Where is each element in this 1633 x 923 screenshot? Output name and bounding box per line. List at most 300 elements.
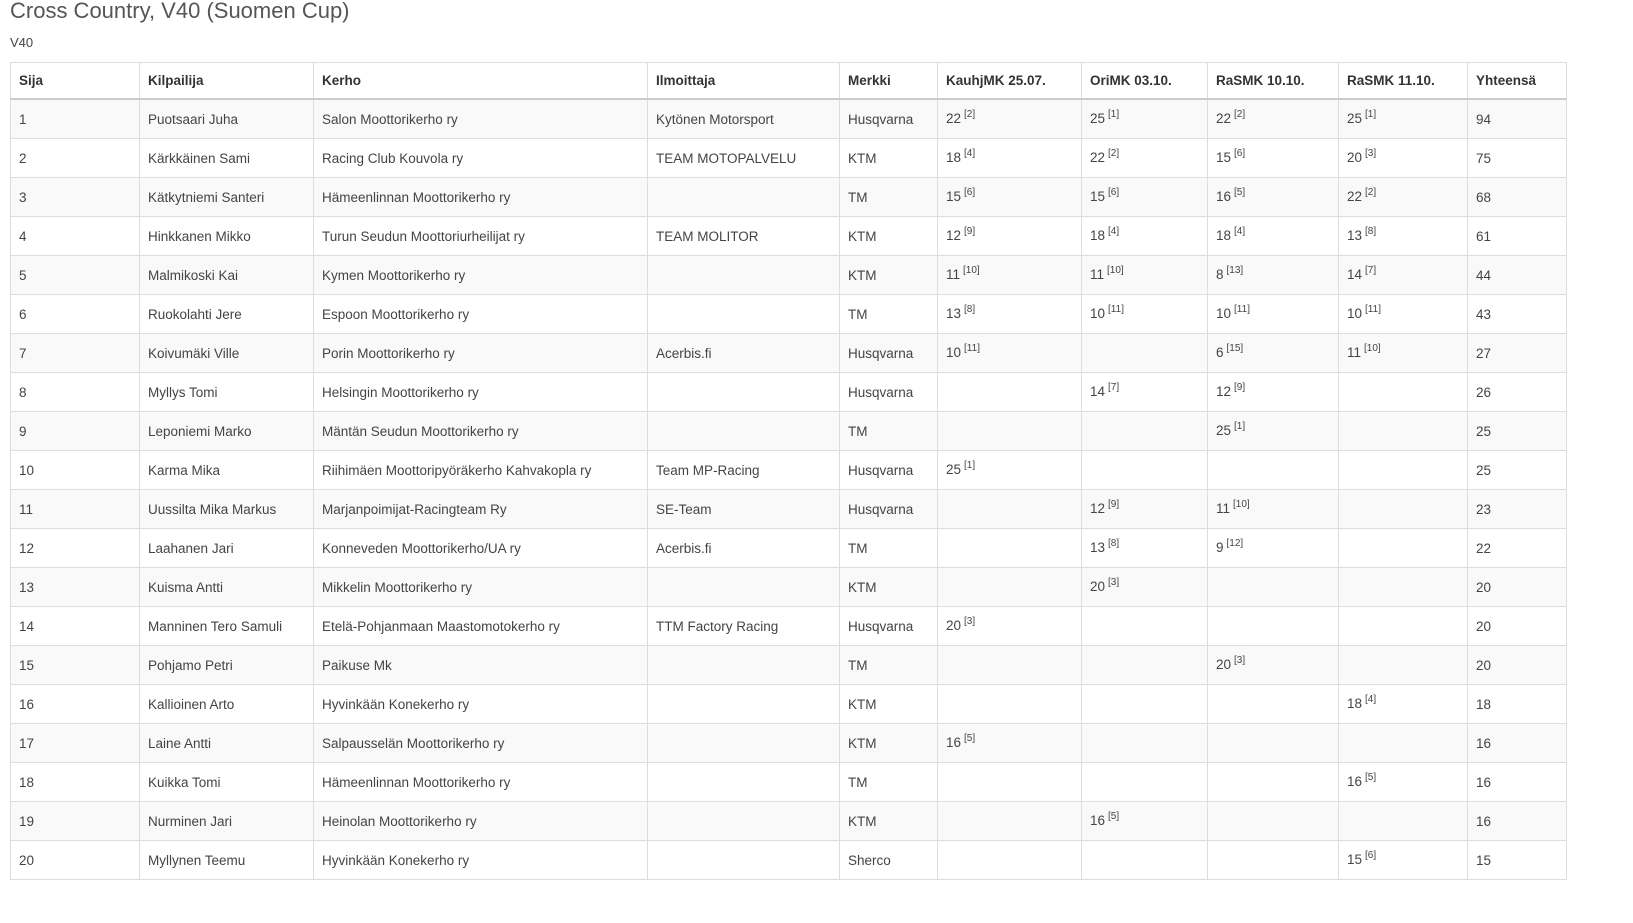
brand-cell: Husqvarna	[840, 490, 938, 529]
round-2-cell	[1082, 373, 1208, 412]
round-rank: [11]	[1365, 304, 1381, 315]
round-rank: [15]	[1226, 343, 1244, 354]
round-rank: [1]	[964, 460, 976, 471]
round-points: 13	[1090, 540, 1106, 555]
column-header-round-4[interactable]: RaSMK 11.10.	[1339, 63, 1468, 100]
round-2-cell	[1082, 568, 1208, 607]
round-points: 16	[1347, 774, 1363, 789]
round-rank: [4]	[1365, 694, 1377, 705]
round-1-cell	[938, 295, 1082, 334]
class-label: V40	[10, 35, 34, 50]
position-cell: 5	[11, 256, 140, 295]
round-1-cell	[938, 256, 1082, 295]
position-cell: 6	[11, 295, 140, 334]
brand-cell: KTM	[840, 724, 938, 763]
round-points: 11	[1090, 267, 1105, 282]
round-rank: [9]	[1108, 499, 1120, 510]
total-cell: 27	[1468, 334, 1567, 373]
entrant-cell	[648, 568, 840, 607]
round-3-cell	[1208, 568, 1339, 607]
brand-cell: Husqvarna	[840, 607, 938, 646]
rider-cell: Laine Antti	[140, 724, 314, 763]
round-3-cell	[1208, 256, 1339, 295]
round-1-cell	[938, 802, 1082, 841]
club-cell: Espoon Moottorikerho ry	[314, 295, 648, 334]
rider-cell: Kärkkäinen Sami	[140, 139, 314, 178]
round-points: 25	[1216, 423, 1232, 438]
round-2-cell	[1082, 685, 1208, 724]
round-rank: [4]	[1108, 226, 1120, 237]
position-cell: 7	[11, 334, 140, 373]
rider-cell: Kallioinen Arto	[140, 685, 314, 724]
round-rank: [11]	[964, 343, 980, 354]
round-2-cell	[1082, 295, 1208, 334]
club-cell: Hyvinkään Konekerho ry	[314, 841, 648, 880]
total-cell: 16	[1468, 724, 1567, 763]
round-3-cell	[1208, 334, 1339, 373]
round-points: 25	[1347, 111, 1363, 126]
total-cell: 25	[1468, 451, 1567, 490]
position-cell: 14	[11, 607, 140, 646]
round-4-cell	[1339, 802, 1468, 841]
column-header-club[interactable]: Kerho	[314, 63, 648, 100]
club-cell: Hämeenlinnan Moottorikerho ry	[314, 763, 648, 802]
round-3-cell	[1208, 99, 1339, 139]
round-4-cell	[1339, 99, 1468, 139]
round-1-cell	[938, 490, 1082, 529]
rider-cell: Ruokolahti Jere	[140, 295, 314, 334]
round-3-cell	[1208, 763, 1339, 802]
brand-cell: Husqvarna	[840, 99, 938, 139]
round-rank: [1]	[1108, 109, 1120, 120]
round-2-cell	[1082, 412, 1208, 451]
column-header-brand[interactable]: Merkki	[840, 63, 938, 100]
round-points: 18	[1347, 696, 1363, 711]
club-cell: Konneveden Moottorikerho/UA ry	[314, 529, 648, 568]
brand-cell: TM	[840, 763, 938, 802]
round-4-cell	[1339, 373, 1468, 412]
table-row	[11, 529, 1567, 568]
round-points: 25	[1090, 111, 1106, 126]
column-header-round-2[interactable]: OriMK 03.10.	[1082, 63, 1208, 100]
round-2-cell	[1082, 529, 1208, 568]
total-cell: 15	[1468, 841, 1567, 880]
round-rank: [12]	[1226, 538, 1244, 549]
club-cell: Kymen Moottorikerho ry	[314, 256, 648, 295]
position-cell: 8	[11, 373, 140, 412]
club-cell: Mikkelin Moottorikerho ry	[314, 568, 648, 607]
round-2-cell	[1082, 217, 1208, 256]
round-4-cell	[1339, 217, 1468, 256]
round-rank: [10]	[963, 265, 980, 276]
rider-cell: Pohjamo Petri	[140, 646, 314, 685]
entrant-cell	[648, 724, 840, 763]
table-row	[11, 646, 1567, 685]
table-row	[11, 724, 1567, 763]
round-rank: [8]	[964, 304, 976, 315]
club-cell: Marjanpoimijat-Racingteam Ry	[314, 490, 648, 529]
round-rank: [5]	[964, 733, 976, 744]
round-1-cell	[938, 607, 1082, 646]
entrant-cell	[648, 802, 840, 841]
round-rank: [7]	[1108, 382, 1120, 393]
round-points: 13	[1347, 228, 1363, 243]
round-points: 16	[1090, 813, 1106, 828]
total-cell: 20	[1468, 646, 1567, 685]
total-cell: 22	[1468, 529, 1567, 568]
results-table	[10, 62, 1567, 880]
total-cell: 16	[1468, 763, 1567, 802]
round-rank: [2]	[1108, 148, 1120, 159]
table-row	[11, 568, 1567, 607]
position-cell: 10	[11, 451, 140, 490]
round-rank: [3]	[1108, 577, 1120, 588]
club-cell: Paikuse Mk	[314, 646, 648, 685]
table-row	[11, 763, 1567, 802]
brand-cell: TM	[840, 646, 938, 685]
round-points: 20	[1347, 150, 1363, 165]
round-rank: [5]	[1234, 187, 1246, 198]
column-header-round-3[interactable]: RaSMK 10.10.	[1208, 63, 1339, 100]
round-1-cell	[938, 139, 1082, 178]
entrant-cell: SE-Team	[648, 490, 840, 529]
column-header-round-1[interactable]: KauhjMK 25.07.	[938, 63, 1082, 100]
round-rank: [3]	[1234, 655, 1246, 666]
position-cell: 3	[11, 178, 140, 217]
round-4-cell	[1339, 295, 1468, 334]
round-2-cell	[1082, 841, 1208, 880]
round-2-cell	[1082, 724, 1208, 763]
round-1-cell	[938, 568, 1082, 607]
round-rank: [2]	[1365, 187, 1377, 198]
position-cell: 1	[11, 99, 140, 139]
round-2-cell	[1082, 334, 1208, 373]
position-cell: 9	[11, 412, 140, 451]
entrant-cell	[648, 763, 840, 802]
round-rank: [10]	[1233, 499, 1250, 510]
round-3-cell	[1208, 724, 1339, 763]
round-3-cell	[1208, 685, 1339, 724]
club-cell: Riihimäen Moottoripyöräkerho Kahvakopla ry	[314, 451, 648, 490]
round-1-cell	[938, 724, 1082, 763]
round-1-cell	[938, 529, 1082, 568]
round-rank: [9]	[964, 226, 976, 237]
round-3-cell	[1208, 217, 1339, 256]
round-1-cell	[938, 334, 1082, 373]
position-cell: 12	[11, 529, 140, 568]
round-3-cell	[1208, 841, 1339, 880]
round-3-cell	[1208, 490, 1339, 529]
table-row	[11, 334, 1567, 373]
position-cell: 13	[11, 568, 140, 607]
rider-cell: Uussilta Mika Markus	[140, 490, 314, 529]
table-row	[11, 685, 1567, 724]
total-cell: 20	[1468, 607, 1567, 646]
round-4-cell	[1339, 724, 1468, 763]
rider-cell: Manninen Tero Samuli	[140, 607, 314, 646]
round-4-cell	[1339, 256, 1468, 295]
round-points: 10	[946, 345, 962, 360]
round-2-cell	[1082, 256, 1208, 295]
entrant-cell: TEAM MOTOPALVELU	[648, 139, 840, 178]
entrant-cell	[648, 178, 840, 217]
round-rank: [10]	[1107, 265, 1124, 276]
round-points: 22	[946, 111, 962, 126]
round-rank: [2]	[964, 109, 976, 120]
round-rank: [4]	[1234, 226, 1246, 237]
round-1-cell	[938, 99, 1082, 139]
round-4-cell	[1339, 178, 1468, 217]
round-points: 8	[1216, 267, 1224, 282]
position-cell: 20	[11, 841, 140, 880]
club-cell: Hyvinkään Konekerho ry	[314, 685, 648, 724]
round-4-cell	[1339, 646, 1468, 685]
round-1-cell	[938, 763, 1082, 802]
total-cell: 94	[1468, 99, 1567, 139]
round-3-cell	[1208, 412, 1339, 451]
table-row	[11, 139, 1567, 178]
round-points: 18	[946, 150, 962, 165]
round-points: 22	[1216, 111, 1232, 126]
table-row	[11, 451, 1567, 490]
club-cell: Mäntän Seudun Moottorikerho ry	[314, 412, 648, 451]
round-4-cell	[1339, 334, 1468, 373]
table-row	[11, 802, 1567, 841]
position-cell: 17	[11, 724, 140, 763]
round-4-cell	[1339, 685, 1468, 724]
position-cell: 18	[11, 763, 140, 802]
club-cell: Helsingin Moottorikerho ry	[314, 373, 648, 412]
round-rank: [6]	[964, 187, 976, 198]
round-points: 11	[946, 267, 961, 282]
rider-cell: Myllynen Teemu	[140, 841, 314, 880]
round-points: 15	[1216, 150, 1232, 165]
round-4-cell	[1339, 607, 1468, 646]
rider-cell: Kuisma Antti	[140, 568, 314, 607]
position-cell: 4	[11, 217, 140, 256]
entrant-cell	[648, 646, 840, 685]
brand-cell: KTM	[840, 217, 938, 256]
round-points: 18	[1090, 228, 1106, 243]
round-3-cell	[1208, 451, 1339, 490]
rider-cell: Malmikoski Kai	[140, 256, 314, 295]
table-row	[11, 607, 1567, 646]
entrant-cell	[648, 412, 840, 451]
round-points: 15	[1090, 189, 1106, 204]
round-4-cell	[1339, 490, 1468, 529]
entrant-cell: Acerbis.fi	[648, 529, 840, 568]
round-points: 20	[1216, 657, 1232, 672]
total-cell: 61	[1468, 217, 1567, 256]
table-row	[11, 412, 1567, 451]
round-4-cell	[1339, 451, 1468, 490]
rider-cell: Nurminen Jari	[140, 802, 314, 841]
round-rank: [1]	[1365, 109, 1377, 120]
round-4-cell	[1339, 529, 1468, 568]
round-points: 10	[1090, 306, 1106, 321]
round-points: 20	[946, 618, 962, 633]
table-row	[11, 217, 1567, 256]
round-rank: [11]	[1234, 304, 1250, 315]
round-2-cell	[1082, 178, 1208, 217]
brand-cell: TM	[840, 178, 938, 217]
total-cell: 43	[1468, 295, 1567, 334]
total-cell: 18	[1468, 685, 1567, 724]
round-rank: [8]	[1365, 226, 1377, 237]
brand-cell: TM	[840, 529, 938, 568]
brand-cell: Husqvarna	[840, 373, 938, 412]
rider-cell: Myllys Tomi	[140, 373, 314, 412]
round-rank: [5]	[1365, 772, 1377, 783]
round-2-cell	[1082, 451, 1208, 490]
rider-cell: Kätkytniemi Santeri	[140, 178, 314, 217]
round-points: 13	[946, 306, 962, 321]
position-cell: 16	[11, 685, 140, 724]
entrant-cell	[648, 256, 840, 295]
entrant-cell	[648, 295, 840, 334]
round-1-cell	[938, 373, 1082, 412]
rider-cell: Hinkkanen Mikko	[140, 217, 314, 256]
table-row	[11, 490, 1567, 529]
round-rank: [10]	[1364, 343, 1381, 354]
round-rank: [8]	[1108, 538, 1120, 549]
total-cell: 68	[1468, 178, 1567, 217]
entrant-cell: TTM Factory Racing	[648, 607, 840, 646]
round-1-cell	[938, 451, 1082, 490]
round-points: 22	[1347, 189, 1363, 204]
round-rank: [1]	[1234, 421, 1246, 432]
table-header-row	[11, 63, 1567, 100]
total-cell: 44	[1468, 256, 1567, 295]
brand-cell: Sherco	[840, 841, 938, 880]
round-points: 12	[1090, 501, 1106, 516]
round-points: 16	[946, 735, 962, 750]
entrant-cell	[648, 841, 840, 880]
round-rank: [6]	[1234, 148, 1246, 159]
round-3-cell	[1208, 178, 1339, 217]
round-1-cell	[938, 412, 1082, 451]
total-cell: 25	[1468, 412, 1567, 451]
column-header-rider[interactable]: Kilpailija	[140, 63, 314, 100]
round-1-cell	[938, 646, 1082, 685]
column-header-total[interactable]: Yhteensä	[1468, 63, 1567, 100]
total-cell: 16	[1468, 802, 1567, 841]
position-cell: 19	[11, 802, 140, 841]
table-row	[11, 373, 1567, 412]
club-cell: Etelä-Pohjanmaan Maastomotokerho ry	[314, 607, 648, 646]
entrant-cell	[648, 373, 840, 412]
round-points: 11	[1347, 345, 1362, 360]
round-3-cell	[1208, 802, 1339, 841]
round-3-cell	[1208, 646, 1339, 685]
round-2-cell	[1082, 646, 1208, 685]
entrant-cell: Acerbis.fi	[648, 334, 840, 373]
round-4-cell	[1339, 412, 1468, 451]
brand-cell: Husqvarna	[840, 334, 938, 373]
brand-cell: KTM	[840, 802, 938, 841]
round-points: 14	[1090, 384, 1106, 399]
round-points: 20	[1090, 579, 1106, 594]
round-rank: [9]	[1234, 382, 1246, 393]
round-2-cell	[1082, 763, 1208, 802]
total-cell: 26	[1468, 373, 1567, 412]
brand-cell: KTM	[840, 256, 938, 295]
round-points: 16	[1216, 189, 1232, 204]
round-1-cell	[938, 841, 1082, 880]
rider-cell: Laahanen Jari	[140, 529, 314, 568]
round-rank: [13]	[1226, 265, 1244, 276]
table-row	[11, 295, 1567, 334]
round-2-cell	[1082, 99, 1208, 139]
round-points: 6	[1216, 345, 1224, 360]
club-cell: Hämeenlinnan Moottorikerho ry	[314, 178, 648, 217]
round-2-cell	[1082, 490, 1208, 529]
round-1-cell	[938, 178, 1082, 217]
table-row	[11, 178, 1567, 217]
round-points: 12	[946, 228, 962, 243]
round-3-cell	[1208, 295, 1339, 334]
round-points: 25	[946, 462, 962, 477]
brand-cell: KTM	[840, 568, 938, 607]
round-points: 15	[946, 189, 962, 204]
total-cell: 23	[1468, 490, 1567, 529]
round-points: 9	[1216, 540, 1224, 555]
round-rank: [6]	[1365, 850, 1377, 861]
round-rank: [3]	[1365, 148, 1377, 159]
rider-cell: Karma Mika	[140, 451, 314, 490]
round-rank: [3]	[964, 616, 976, 627]
round-2-cell	[1082, 802, 1208, 841]
club-cell: Salpausselän Moottorikerho ry	[314, 724, 648, 763]
column-header-position[interactable]: Sija	[11, 63, 140, 100]
rider-cell: Koivumäki Ville	[140, 334, 314, 373]
round-2-cell	[1082, 139, 1208, 178]
brand-cell: TM	[840, 412, 938, 451]
round-points: 11	[1216, 501, 1231, 516]
round-4-cell	[1339, 763, 1468, 802]
page-title: Cross Country, V40 (Suomen Cup)	[10, 0, 350, 23]
round-3-cell	[1208, 373, 1339, 412]
round-rank: [2]	[1234, 109, 1246, 120]
results-table-body	[11, 99, 1567, 880]
round-rank: [4]	[964, 148, 976, 159]
column-header-entrant[interactable]: Ilmoittaja	[648, 63, 840, 100]
round-rank: [11]	[1108, 304, 1124, 315]
position-cell: 15	[11, 646, 140, 685]
brand-cell: Husqvarna	[840, 451, 938, 490]
entrant-cell: Team MP-Racing	[648, 451, 840, 490]
round-points: 14	[1347, 267, 1363, 282]
rider-cell: Puotsaari Juha	[140, 99, 314, 139]
brand-cell: TM	[840, 295, 938, 334]
entrant-cell	[648, 685, 840, 724]
round-points: 12	[1216, 384, 1232, 399]
round-4-cell	[1339, 568, 1468, 607]
round-points: 10	[1216, 306, 1232, 321]
table-row	[11, 256, 1567, 295]
round-3-cell	[1208, 529, 1339, 568]
position-cell: 2	[11, 139, 140, 178]
round-points: 22	[1090, 150, 1106, 165]
club-cell: Salon Moottorikerho ry	[314, 99, 648, 139]
round-3-cell	[1208, 139, 1339, 178]
club-cell: Heinolan Moottorikerho ry	[314, 802, 648, 841]
club-cell: Turun Seudun Moottoriurheilijat ry	[314, 217, 648, 256]
entrant-cell: Kytönen Motorsport	[648, 99, 840, 139]
total-cell: 20	[1468, 568, 1567, 607]
round-points: 15	[1347, 852, 1363, 867]
position-cell: 11	[11, 490, 140, 529]
